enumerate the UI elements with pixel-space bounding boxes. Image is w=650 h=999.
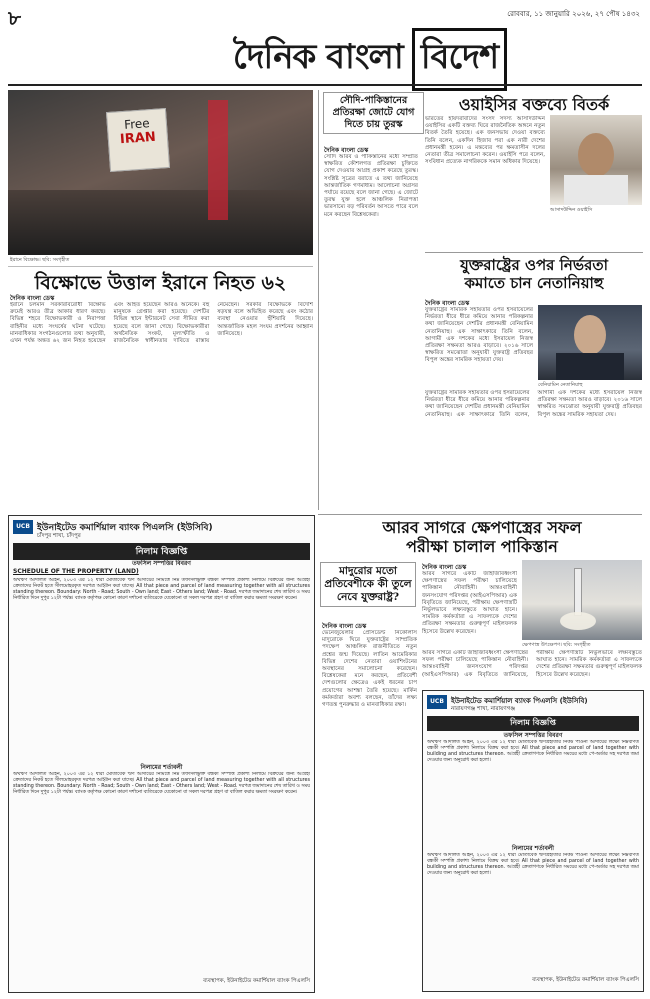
owaisi-headline: ওয়াইসির বক্তব্যে বিতর্ক [458,95,610,114]
missile-headline [322,518,642,556]
terms-text: অর্থঋণ আদালত আইন, ২০০৩ এর ১২ ধারা মোতাবেক ঋণ আদায়ের নিমিত্তে নিম্ন তফসিলভুক্ত বন্ধকী সম্পত্তি প্রকাশ্য নিলামে বিক্রয়ের জন্য আগ্রহী ক্রেতাদের নিকট হতে সীলমোহরকৃত দরপত্র আহ্বান করা যাচ্ছে। All that piece and parcel of land measuring together with all structures standing thereon. Boundary: North - Road; South - Own land; East - Others land; West - Road. দরপত্র জমাদানের শেষ তারিখ ও সময় নির্ধারিত দিনে দুপুর ১২টা পর্যন্ত। ব্যাংক কর্তৃপক্ষ কোনো কারণ দর্শানো ব্যতিরেকে যেকোনো বা সকল দরপত্র গ্রহণ বা বাতিল করার ক্ষমতা সংরক্ষণ করেন। [13,772,310,795]
notice-banner: নিলাম বিজ্ঞপ্তি [427,716,639,731]
header-rule [8,84,642,86]
saudi-headline: সৌদি-পাকিস্তানের প্রতিরক্ষা জোটে যোগ দিতে চায় তুরস্ক [323,92,424,134]
maduro-body: ভেনেজুয়েলার প্রেসিডেন্ট নিকোলাস মাদুরোকে ঘিরে যুক্তরাষ্ট্রের সাম্প্রতিক পদক্ষেপ আঞ্চলিক রাজনীতিতে নতুন প্রশ্নের জন্ম দিয়েছে। লাতিন আমেরিকার বিভিন্ন দেশের নেতারা ওয়াশিংটনের অবস্থানের সমালোচনা করেছেন। বিশ্লেষকেরা মনে করছেন, প্রতিবেশী দেশগুলোর ক্ষেত্রেও একই ধরনের চাপ প্রয়োগের আশঙ্কা তৈরি হয়েছে। মার্কিন কর্মকর্তারা অবশ্য বলছেন, তাঁদের লক্ষ্য গণতন্ত্র পুনরুদ্ধার ও মানবাধিকার রক্ষা। [322,630,417,709]
netanyahu-headline-line-1: যুক্তরাষ্ট্রের ওপর নির্ভরতা [460,256,608,274]
page-number: ৮ [8,6,21,30]
missile-byline: দৈনিক বাংলা ডেস্ক [422,564,467,571]
iran-byline: দৈনিক বাংলা ডেস্ক [10,295,55,302]
flag-shape [208,100,228,220]
iran-protest-photo [8,90,313,255]
date-line: রোববার, ১১ জানুয়ারি ২০২৬, ২৭ পৌষ ১৪৩২ [507,10,640,18]
schedule-subheading: তফসিল সম্পত্তির বিবরণ [132,560,191,567]
missile-headline-line-1: আরব সাগরে ক্ষেপণাস্ত্রের সফল [382,518,582,537]
netanyahu-photo [538,305,642,380]
missile-photo [522,560,642,640]
ad-footer: ব্যবস্থাপক, ইউনাইটেড কমার্শিয়াল ব্যাংক পিএলসি [203,978,310,984]
column-divider [318,90,319,510]
netanyahu-caption: বেনিয়ামিন নেতানিয়াহু [538,382,583,388]
saudi-body: সৌদি আরব ও পাকিস্তানের মধ্যে সম্প্রতি স্বাক্ষরিত কৌশলগত প্রতিরক্ষা চুক্তিতে যোগ দেওয়ার আগ্রহ প্রকাশ করেছে তুরস্ক। সংশ্লিষ্ট সূত্রের বরাতে এ তথ্য জানিয়েছে আন্তর্জাতিক গণমাধ্যম। আলোচনা অগ্রসর পর্যায়ে রয়েছে বলে জানা গেছে। এ জোটে তুরস্ক যুক্ত হলে আঞ্চলিক নিরাপত্তা ভারসাম্যে বড় পরিবর্তন আসতে পারে বলে মনে করছেন বিশ্লেষকেরা। [324,154,418,218]
owaisi-caption: আসাদউদ্দিন ওয়াইসি [550,207,593,213]
page-header [0,0,650,85]
portrait-shirt [564,175,628,205]
schedule-title: SCHEDULE OF THE PROPERTY (LAND) [13,568,139,575]
netanyahu-headline [425,256,643,292]
schedule-text: অর্থঋণ আদালত আইন, ২০০৩ এর ১২ ধারা মোতাবেক ঋণগ্রহীতার নিকট পাওনা আদায়ের লক্ষ্যে নিম্নবর্ণিত বন্ধকী সম্পত্তি প্রকাশ্য নিলামে বিক্রয় করা হবে। All that piece and parcel of land together with building and structures thereon. আগ্রহী ক্রেতাগণকে নির্ধারিত সময়ের মধ্যে পে-অর্ডার সহ দরপত্র জমা দেওয়ার জন্য অনুরোধ করা হলো। [427,740,639,763]
owaisi-body: ভারতের হায়দরাবাদের সংসদ সদস্য আসাদউদ্দিন ওয়াইসির একটি বক্তব্য ঘিরে রাজনৈতিক অঙ্গনে নতুন বিতর্ক তৈরি হয়েছে। এক জনসভায় দেওয়া বক্তব্যে তিনি বলেন, একদিন হিজাব পরা এক নারী দেশের প্রধানমন্ত্রী হবেন। এ মন্তব্যের পর ক্ষমতাসীন দলের নেতারা তীব্র সমালোচনা করেন। ওয়াইসি পরে বলেন, সংবিধান প্রত্যেক নাগরিককে সমান অধিকার দিয়েছে। [425,116,545,166]
missile-body: আরব সাগরে একটি জাহাজবিধ্বংসী ক্ষেপণাস্ত্রের সফল পরীক্ষা চালিয়েছে পাকিস্তান নৌবাহিনী। আন্তঃবাহিনী জনসংযোগ পরিদপ্তর (আইএসপিআর) এক বিবৃতিতে জানিয়েছে, পরীক্ষায় ক্ষেপণাস্ত্রটি নির্ভুলভাবে লক্ষ্যবস্তুতে আঘাত হানে। সামরিক কর্মকর্তারা এ সাফল্যকে দেশের প্রতিরক্ষা সক্ষমতার গুরুত্বপূর্ণ মাইলফলক হিসেবে উল্লেখ করেছেন। [422,650,642,678]
masthead [170,28,570,91]
missile-caption: ক্ষেপণাস্ত্র উৎক্ষেপণ। ছবি: সংগৃহীত [522,642,591,648]
bank-name: ইউনাইটেড কমার্শিয়াল ব্যাংক পিএলসি (ইউসিবি) [37,523,213,533]
protest-placard [106,108,170,172]
netanyahu-body-left: যুক্তরাষ্ট্রের সামরিক সহায়তার ওপর ইসরায়েলের নির্ভরতা ধীরে ধীরে কমিয়ে আনার পরিকল্পনার কথা জানিয়েছেন দেশটির প্রধানমন্ত্রী বেনিয়ামিন নেতানিয়াহু। এক সাক্ষাৎকারে তিনি বলেন, আগামী এক দশকের মধ্যে ইসরায়েল নিজস্ব প্রতিরক্ষা সক্ষমতা আরও বাড়াবে। ২০১৬ সালে স্বাক্ষরিত সমঝোতা অনুযায়ী যুক্তরাষ্ট্র প্রতিবছর বিপুল অঙ্কের সামরিক সহায়তা দেয়। [425,307,533,364]
bank-name: ইউনাইটেড কমার্শিয়াল ব্যাংক পিএলসি (ইউসিবি) [451,697,588,705]
maduro-byline: দৈনিক বাংলা ডেস্ক [322,623,367,630]
ucb-logo: UCB [427,695,447,709]
placard-line-1: Free [123,116,151,132]
netanyahu-headline-line-2: কমাতে চান নেতানিয়াহু [464,274,604,292]
owaisi-photo [550,115,642,205]
ucb-auction-notice-left [8,515,315,993]
branch-line: নারায়ণগঞ্জ শাখা, নারায়ণগঞ্জ [451,706,516,712]
branch-line: চাঁদপুর শাখা, চাঁদপুর [37,533,81,539]
missile-headline-line-2: পরীক্ষা চালাল পাকিস্তান [406,537,558,556]
ucb-logo: UCB [13,520,33,534]
section-divider [425,252,643,253]
masthead-section: বিদেশ [412,28,507,91]
schedule-text: অর্থঋণ আদালত আইন, ২০০৩ এর ১২ ধারা মোতাবেক ঋণ আদায়ের নিমিত্তে নিম্ন তফসিলভুক্ত বন্ধকী সম্পত্তি প্রকাশ্য নিলামে বিক্রয়ের জন্য আগ্রহী ক্রেতাদের নিকট হতে সীলমোহরকৃত দরপত্র আহ্বান করা যাচ্ছে। All that piece and parcel of land measuring together with all structures standing thereon. Boundary: North - Road; South - Own land; East - Others land; West - Road. দরপত্র জমাদানের শেষ তারিখ ও সময় নির্ধারিত দিনে দুপুর ১২টা পর্যন্ত। ব্যাংক কর্তৃপক্ষ কোনো কারণ দর্শানো ব্যতিরেকে যেকোনো বা সকল দরপত্র গ্রহণ বা বাতিল করার ক্ষমতা সংরক্ষণ করেন। [13,578,310,601]
portrait-face [574,315,606,355]
iran-headline: বিক্ষোভে উত্তাল ইরানে নিহত ৬২ [8,266,313,301]
netanyahu-body: যুক্তরাষ্ট্রের সামরিক সহায়তার ওপর ইসরায়েলের নির্ভরতা ধীরে ধীরে কমিয়ে আনার পরিকল্পনার কথা জানিয়েছেন দেশটির প্রধানমন্ত্রী বেনিয়ামিন নেতানিয়াহু। এক সাক্ষাৎকারে তিনি বলেন, আগামী এক দশকের মধ্যে ইসরায়েল নিজস্ব প্রতিরক্ষা সক্ষমতা আরও বাড়াবে। ২০১৬ সালে স্বাক্ষরিত সমঝোতা অনুযায়ী যুক্তরাষ্ট্র প্রতিবছর বিপুল অঙ্কের সামরিক সহায়তা দেয়। [425,390,642,418]
terms-text: অর্থঋণ আদালত আইন, ২০০৩ এর ১২ ধারা মোতাবেক ঋণগ্রহীতার নিকট পাওনা আদায়ের লক্ষ্যে নিম্নবর্ণিত বন্ধকী সম্পত্তি প্রকাশ্য নিলামে বিক্রয় করা হবে। All that piece and parcel of land together with building and structures thereon. আগ্রহী ক্রেতাগণকে নির্ধারিত সময়ের মধ্যে পে-অর্ডার সহ দরপত্র জমা দেওয়ার জন্য অনুরোধ করা হলো। [427,853,639,876]
iran-photo-caption: ইরানে বিক্ষোভ। ছবি: সংগৃহীত [10,257,70,263]
iran-body: ইরানে চলমান সরকারবিরোধী বিক্ষোভ ক্রমেই আরও তীব্র আকার ধারণ করছে। বিভিন্ন শহরে বিক্ষোভকারী ও নিরাপত্তা বাহিনীর মধ্যে সংঘর্ষের ঘটনা ঘটেছে। মানবাধিকার সংগঠনগুলোর তথ্য অনুযায়ী, এখন পর্যন্ত অন্তত ৬২ জন নিহত হয়েছেন এবং আহত হয়েছেন আরও অনেকে। বহু মানুষকে গ্রেপ্তার করা হয়েছে। দেশটির বিভিন্ন স্থানে ইন্টারনেট সেবা সীমিত করা হয়েছে বলে জানা গেছে। বিক্ষোভকারীরা অর্থনৈতিক সংকট, মূল্যস্ফীতি ও রাজনৈতিক স্বাধীনতার দাবিতে রাস্তায় নেমেছেন। সরকার বিক্ষোভকে বিদেশি ষড়যন্ত্র বলে অভিহিত করেছে এবং কঠোর ব্যবস্থা নেওয়ার হুঁশিয়ারি দিয়েছে। আন্তর্জাতিক মহল সংযম প্রদর্শনের আহ্বান জানিয়েছে। [10,302,313,345]
masthead-title: দৈনিক বাংলা [232,37,403,77]
missile-shape [574,568,582,616]
section-divider [318,514,642,515]
smoke-cloud [560,612,596,630]
schedule-subheading: তফসিল সম্পত্তির বিবরণ [503,732,563,739]
saudi-byline: দৈনিক বাংলা ডেস্ক [324,147,369,154]
ad-footer: ব্যবস্থাপক, ইউনাইটেড কমার্শিয়াল ব্যাংক পিএলসি [532,977,639,983]
netanyahu-byline: দৈনিক বাংলা ডেস্ক [425,300,470,307]
maduro-headline: মাদুরোর মতো প্রতিবেশীকে কী তুলে নেবে যুক্তরাষ্ট্র? [320,562,416,607]
terms-title: নিলামের শর্তাবলী [512,845,554,852]
notice-banner: নিলাম বিজ্ঞপ্তি [13,543,310,560]
portrait-suit [556,353,624,380]
missile-body-left: আরব সাগরে একটি জাহাজবিধ্বংসী ক্ষেপণাস্ত্রের সফল পরীক্ষা চালিয়েছে পাকিস্তান নৌবাহিনী। আন্তঃবাহিনী জনসংযোগ পরিদপ্তর (আইএসপিআর) এক বিবৃতিতে জানিয়েছে, পরীক্ষায় ক্ষেপণাস্ত্রটি নির্ভুলভাবে লক্ষ্যবস্তুতে আঘাত হানে। সামরিক কর্মকর্তারা এ সাফল্যকে দেশের প্রতিরক্ষা সক্ষমতার গুরুত্বপূর্ণ মাইলফলক হিসেবে উল্লেখ করেছেন। [422,571,517,635]
terms-title: নিলামের শর্তাবলী [140,764,183,771]
crowd-silhouette [8,190,313,255]
portrait-face [578,133,614,177]
ucb-auction-notice-right [422,690,644,992]
placard-line-2: IRAN [119,129,157,148]
